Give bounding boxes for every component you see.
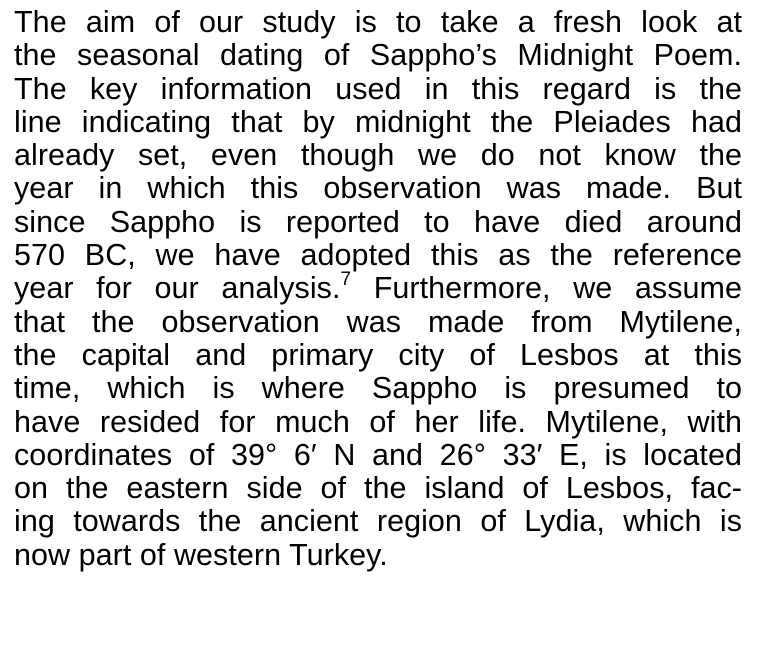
text-line: the capital and primary city of Lesbos at this [14, 337, 742, 372]
text-line: since Sappho is reported to have died around [14, 204, 742, 239]
text-line: time, which is where Sappho is presumed to [14, 371, 742, 406]
text-line: coordinates of 39° 6′ N and 26° 33′ E, is located [14, 437, 742, 472]
text-line: the seasonal dating of Sappho’s Midnight Poem. [14, 38, 742, 73]
text-line: ing towards the ancient region of Lydia, which is [14, 504, 742, 539]
text-line: now part of western Turkey. [14, 537, 388, 572]
paper-paragraph [14, 6, 742, 572]
text-line: have resided for much of her life. Mytilene, with [14, 404, 742, 439]
text-line: on the eastern side of the island of Lesbos, fac- [14, 471, 742, 506]
text-segment: Furthermore, we assume [351, 271, 742, 306]
text-line: year in which this observation was made. But [14, 171, 742, 206]
text-line: that the observation was made from Mytilene, [14, 304, 742, 339]
text-segment: year for our analysis. [14, 271, 341, 306]
text-line-with-footnote [14, 269, 742, 306]
text-line: 570 BC, we have adopted this as the reference [14, 238, 742, 273]
text-line: line indicating that by midnight the Pleiades had [14, 104, 742, 139]
text-line: The aim of our study is to take a fresh look at [14, 5, 742, 39]
text-line: The key information used in this regard is the [14, 71, 742, 106]
footnote-marker: 7 [340, 269, 352, 291]
text-line: already set, even though we do not know the [14, 138, 742, 173]
